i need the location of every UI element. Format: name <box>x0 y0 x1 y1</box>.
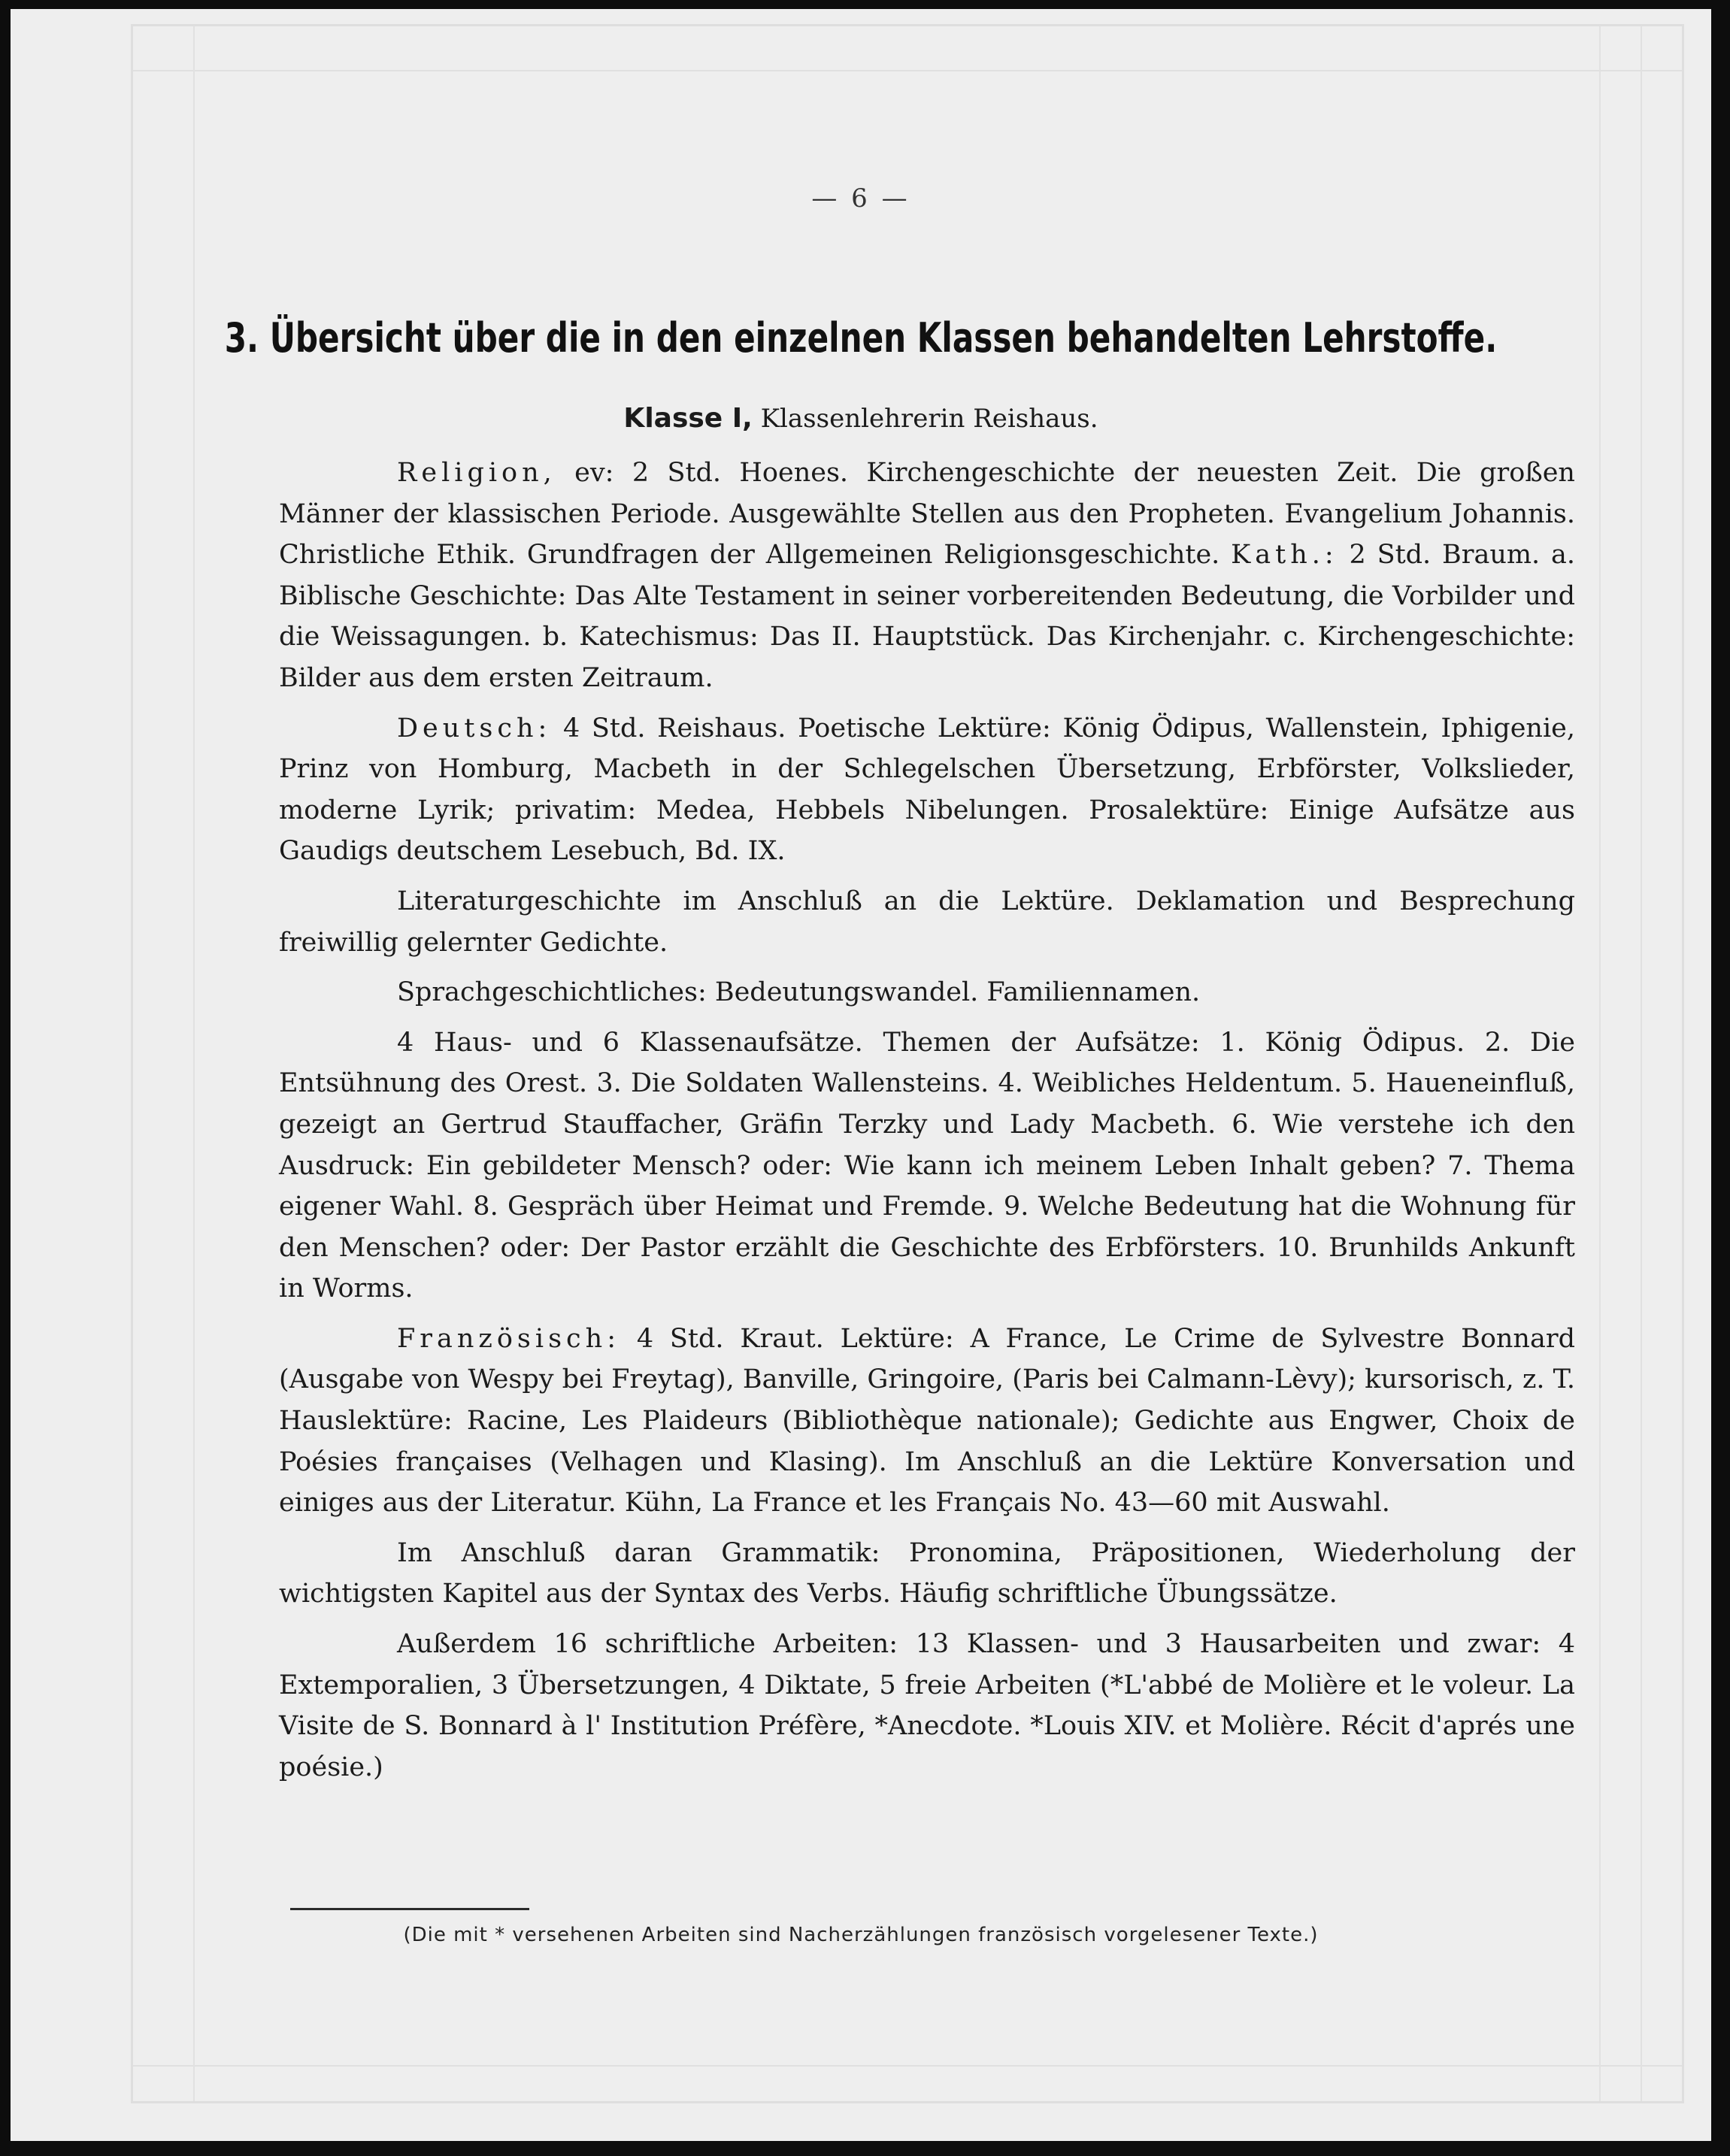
page-number: — 6 — <box>811 183 910 213</box>
class-teacher: Klassenlehrerin Reishaus. <box>760 404 1098 434</box>
paragraph-aufsaetze: 4 Haus- und 6 Klassenaufsätze. Themen der Aufsätze: 1. König Ödipus. 2. Die Entsühnung des Orest. 3. Die Soldaten Wallensteins. 4. Weibliches Heldentum. 5. Haueneinfluß, gezeigt an Gertrud Stauffacher, Gräfin Terzky und Lady Macbeth. 6. Wie verstehe ich den Ausdruck: Ein gebildeter Mensch? oder: Wie kann ich meinem Leben Inhalt geben? 7. Thema eigener Wahl. 8. Gespräch über Heimat und Fremde. 9. Welche Bedeutung hat die Wohnung für den Menschen? oder: Der Pastor erzählt die Geschichte des Erbförsters. 10. Brunhilds Ankunft in Worms. <box>279 1027 1575 1304</box>
deutsch-text: 4 Std. Reishaus. Poetische Lektüre: König Ödipus, Wallenstein, Iphigenie, Prinz von Homburg, Macbeth in der Schlegelschen Übersetzung, Erbförster, Volkslieder, moderne Lyrik; privatim: Medea, Hebbels Nibelungen. Prosalektüre: Einige Aufsätze aus Gaudigs deutschem Lesebuch, Bd. IX. <box>279 713 1575 867</box>
scanned-page <box>11 9 1711 2141</box>
paragraph-literatur: Literaturgeschichte im Anschluß an die Lektüre. Deklamation und Besprechung freiwillig gelernter Gedichte. <box>279 886 1575 958</box>
paragraph-religion <box>279 453 1575 699</box>
franzoesisch-text: 4 Std. Kraut. Lektüre: A France, Le Crime de Sylvestre Bonnard (Ausgabe von Wespy bei Freytag), Banville, Gringoire, (Paris bei Calmann-Lèvy); kursorisch, z. T. Hauslektüre: Racine, Les Plaideurs (Bibliothèque nationale); Gedichte aus Engwer, Choix de Poésies françaises (Velhagen und Klasing). Im Anschluß an die Lektüre Konversation und einiges aus der Literatur. Kühn, La France et les Français No. 43—60 mit Auswahl. <box>279 1323 1575 1519</box>
footnote-rule <box>290 1908 529 1910</box>
kath-text: 2 Std. Braum. a. Biblische Geschichte: Das Alte Testament in seiner vorbereitenden Bedeutung, die Vorbilder und die Weissagungen. b. Katechismus: Das II. Hauptstück. Das Kirchenjahr. c. Kirchengeschichte: Bilder aus dem ersten Zeitraum. <box>279 540 1575 693</box>
paragraph-grammatik: Im Anschluß daran Grammatik: Pronomina, Präpositionen, Wiederholung der wichtigsten Kapitel aus der Syntax des Verbs. Häufig schriftliche Übungssätze. <box>279 1537 1575 1609</box>
class-heading <box>11 403 1711 434</box>
body-text <box>279 453 1575 1797</box>
paragraph-arbeiten: Außerdem 16 schriftliche Arbeiten: 13 Klassen- und 3 Hausarbeiten und zwar: 4 Extemporalien, 3 Übersetzungen, 4 Diktate, 5 freie Arbeiten (*L'abbé de Molière et le voleur. La Visite de S. Bonnard à l' Institution Préfère, *Anecdote. *Louis XIV. et Molière. Récit d'aprés une poésie.) <box>279 1629 1575 1782</box>
document-page <box>11 9 1711 2141</box>
paragraph-deutsch <box>279 708 1575 872</box>
subject-franzoesisch: Französisch: <box>397 1323 620 1354</box>
footnote: (Die mit * versehenen Arbeiten sind Nacherzählungen französisch vorgelesener Texte.) <box>403 1924 1319 1946</box>
class-label: Klasse I, <box>623 403 753 434</box>
subject-kath: Kath.: <box>1231 540 1338 571</box>
subject-religion: Religion, <box>397 458 556 488</box>
paragraph-franzoesisch <box>279 1319 1575 1524</box>
page-title: 3. Übersicht über die in den einzelnen Klassen behandelten Lehrstoffe. <box>224 314 1498 362</box>
paragraph-sprache: Sprachgeschichtliches: Bedeutungswandel. Familiennamen. <box>397 977 1201 1008</box>
subject-deutsch: Deutsch: <box>397 713 552 743</box>
religion-text: ev: 2 Std. Hoenes. Kirchengeschichte der neuesten Zeit. Die großen Männer der klassischen Periode. Ausgewählte Stellen aus den Propheten. Evangelium Johannis. Christliche Ethik. Grundfragen der Allgemeinen Religionsgeschichte. <box>279 458 1575 571</box>
